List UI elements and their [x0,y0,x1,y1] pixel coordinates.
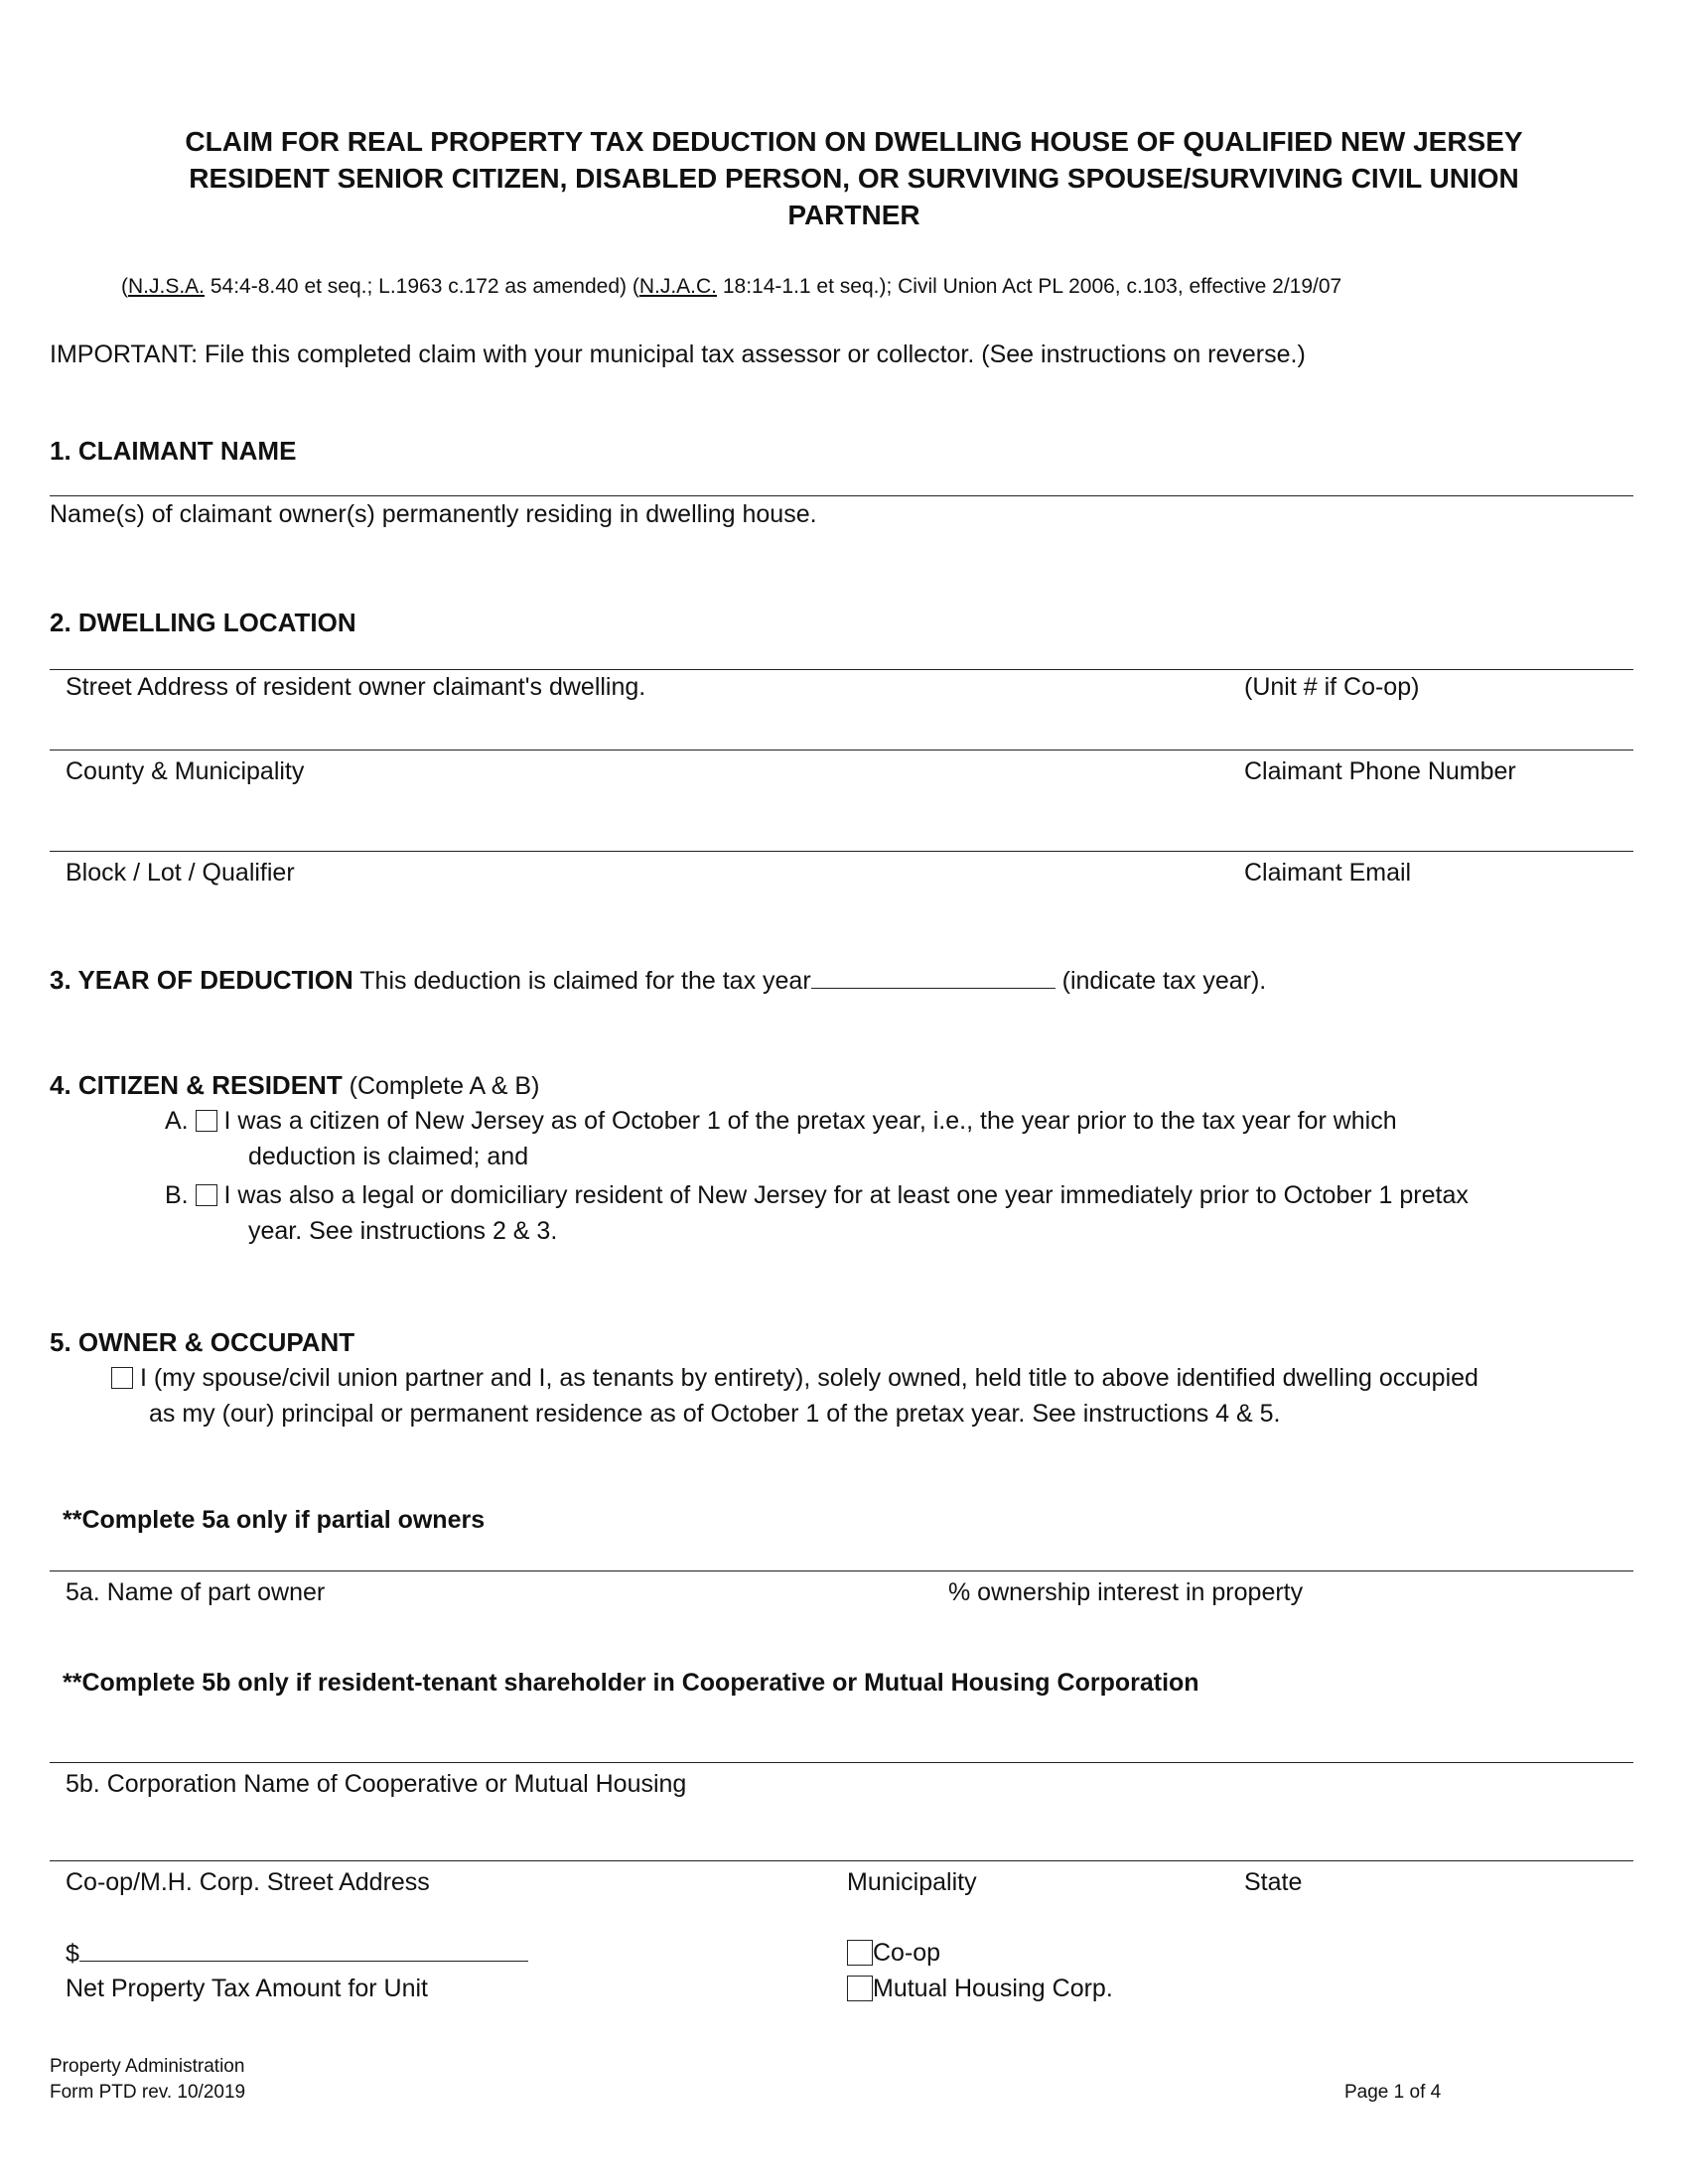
section-2-heading: 2. DWELLING LOCATION [50,608,356,637]
street-address-label: Street Address of resident owner claimant's dwelling. [66,673,646,701]
resident-b-checkbox[interactable] [196,1184,217,1206]
citizen-a-checkbox[interactable] [196,1110,217,1132]
section-1-heading: 1. CLAIMANT NAME [50,436,297,466]
dollar-sign: $ [66,1940,79,1968]
form-title [109,123,1599,233]
ownership-interest-label: % ownership interest in property [948,1578,1304,1606]
corporation-name-label: 5b. Corporation Name of Cooperative or Mutual Housing [66,1770,687,1798]
claimant-name-label: Name(s) of claimant owner(s) permanently residing in dwelling house. [50,500,817,528]
part-owner-label: 5a. Name of part owner [66,1578,326,1606]
unit-label: (Unit # if Co-op) [1244,673,1420,701]
njac-reference: N.J.A.C. [638,275,718,298]
note-5a: **Complete 5a only if partial owners [63,1506,486,1534]
part-owner-field[interactable] [50,1570,1633,1571]
claimant-name-field[interactable] [50,495,1633,496]
mutual-housing-label: Mutual Housing Corp. [873,1975,1113,2002]
net-tax-label: Net Property Tax Amount for Unit [66,1975,428,2002]
owner-occupant-text-cont: as my (our) principal or permanent residence as of October 1 of the pretax year. See instructions 4 & 5. [149,1400,1281,1428]
mutual-option [847,1975,1113,2003]
tax-year-field[interactable] [811,966,1055,989]
citizen-a-text-cont: deduction is claimed; and [248,1143,529,1170]
county-municipality-label: County & Municipality [66,757,305,785]
citizen-a-text: I was a citizen of New Jersey as of October 1 of the pretax year, i.e., the year prior to the tax year for which [223,1107,1397,1135]
title-line-3: PARTNER [787,200,920,230]
municipality-label: Municipality [847,1868,977,1896]
coop-address-label: Co-op/M.H. Corp. Street Address [66,1868,430,1896]
block-lot-label: Block / Lot / Qualifier [66,859,295,887]
section-4-heading: 4. CITIZEN & RESIDENT [50,1070,343,1100]
section-3-row [50,965,1266,996]
footer-page-number: Page 1 of 4 [1344,2082,1442,2103]
resident-b-text-cont: year. See instructions 2 & 3. [248,1217,558,1245]
title-line-1: CLAIM FOR REAL PROPERTY TAX DEDUCTION ON DWELLING HOUSE OF QUALIFIED NEW JERSEY [185,126,1523,157]
section-3-heading: 3. YEAR OF DEDUCTION [50,965,353,995]
title-line-2: RESIDENT SENIOR CITIZEN, DISABLED PERSON, OR SURVIVING SPOUSE/SURVIVING CIVIL UNION [189,163,1519,194]
section-4-row [50,1070,539,1101]
njsa-reference: N.J.S.A. [128,275,206,298]
statute-citation: (N.J.S.A. 54:4-8.40 et seq.; L.1963 c.172 as amended) (N.J.A.C. 18:14-1.1 et seq.); Civil Union Act PL 2006, c.103, effective 2/19/07 [121,275,1342,298]
county-municipality-field[interactable] [50,750,1633,751]
owner-occupant-checkbox[interactable] [111,1367,133,1389]
coop-checkbox[interactable] [847,1940,873,1966]
important-notice: IMPORTANT: File this completed claim with your municipal tax assessor or collector. (See instructions on reverse.) [50,341,1306,368]
footer-form-number: Form PTD rev. 10/2019 [50,2082,246,2103]
state-label: State [1244,1868,1303,1896]
resident-b-row: B. I was also a legal or domiciliary resident of New Jersey for at least one year immediately prior to October 1 pretax [165,1181,1469,1209]
section-4-sub: (Complete A & B) [342,1072,540,1100]
coop-option [847,1939,940,1968]
resident-b-text: I was also a legal or domiciliary resident of New Jersey for at least one year immediately prior to October 1 pretax [223,1181,1469,1209]
phone-label: Claimant Phone Number [1244,757,1516,785]
section-3-text: This deduction is claimed for the tax year [352,967,811,995]
note-5b: **Complete 5b only if resident-tenant shareholder in Cooperative or Mutual Housing Corporation [63,1669,1199,1697]
coop-label: Co-op [873,1939,941,1967]
section-5-heading: 5. OWNER & OCCUPANT [50,1327,355,1357]
net-tax-row [66,1939,528,1969]
footer-department: Property Administration [50,2056,245,2077]
section-3-suffix: (indicate tax year). [1055,967,1267,995]
owner-occupant-text: I (my spouse/civil union partner and I, as tenants by entirety), solely owned, held title to above identified dwelling occupied [139,1364,1478,1392]
citizen-a-row: A. I was a citizen of New Jersey as of October 1 of the pretax year, i.e., the year prior to the tax year for which [165,1107,1397,1135]
owner-occupant-row [111,1364,1478,1393]
coop-address-field[interactable] [50,1860,1633,1861]
block-lot-field[interactable] [50,851,1633,852]
mutual-housing-checkbox[interactable] [847,1976,873,2001]
email-label: Claimant Email [1244,859,1412,887]
street-address-field[interactable] [50,669,1633,670]
corporation-name-field[interactable] [50,1762,1633,1763]
net-tax-field[interactable] [79,1939,528,1962]
